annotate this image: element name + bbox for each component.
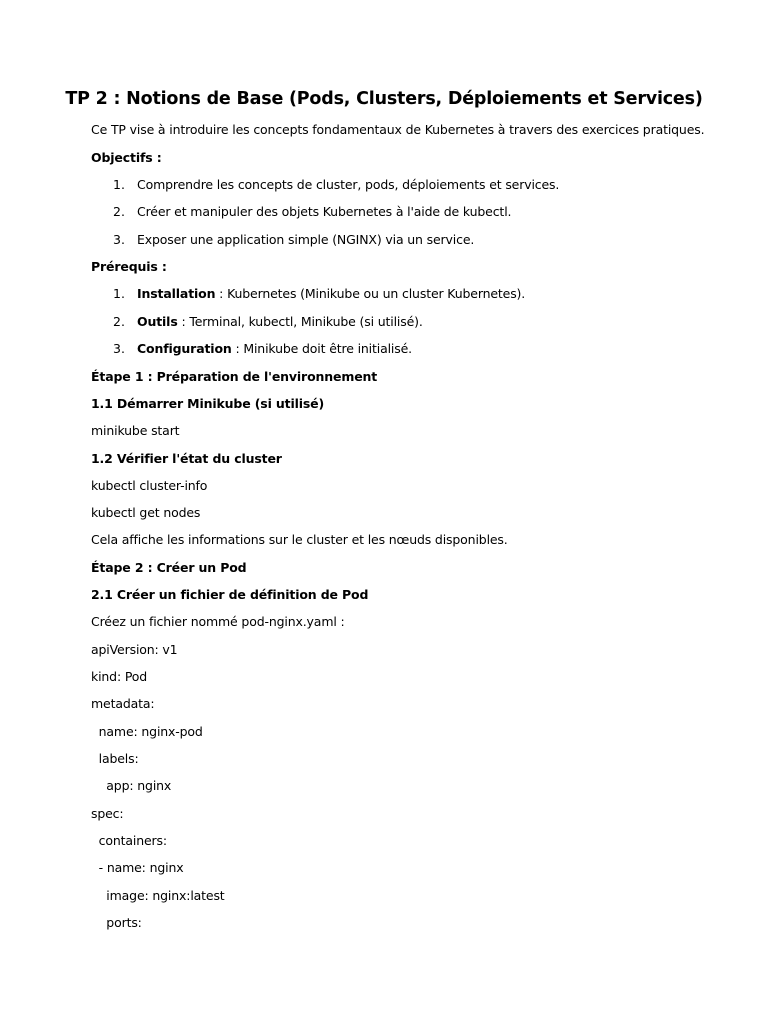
prerequis-number-3: 3. [113, 341, 125, 356]
objectif-number-2: 2. [113, 204, 125, 219]
objectif-item-2: Créer et manipuler des objets Kubernetes à l'aide de kubectl. [137, 204, 512, 219]
command-line: minikube start [91, 423, 180, 438]
command-line: kubectl cluster-info [91, 478, 208, 493]
prerequis-item-3 [137, 341, 412, 357]
prerequis-label: Outils [137, 314, 178, 329]
yaml-line: - name: nginx [91, 860, 184, 875]
yaml-line: app: nginx [91, 778, 172, 793]
etape2-heading: Étape 2 : Créer un Pod [91, 560, 247, 575]
yaml-line: containers: [91, 833, 167, 848]
yaml-line: ports: [91, 915, 142, 930]
yaml-line: metadata: [91, 696, 155, 711]
objectifs-heading: Objectifs : [91, 150, 162, 165]
yaml-line: labels: [91, 751, 139, 766]
yaml-line: spec: [91, 806, 124, 821]
prerequis-label: Configuration [137, 341, 232, 356]
prerequis-item-1 [137, 286, 525, 302]
prerequis-text: : Kubernetes (Minikube ou un cluster Kubernetes). [215, 286, 526, 301]
etape1-heading: Étape 1 : Préparation de l'environnement [91, 369, 378, 384]
prerequis-label: Installation [137, 286, 216, 301]
prerequis-text: : Terminal, kubectl, Minikube (si utilisé). [177, 314, 423, 329]
intro-paragraph: Ce TP vise à introduire les concepts fondamentaux de Kubernetes à travers des exercices pratiques. [91, 122, 705, 137]
section-2-1-heading: 2.1 Créer un fichier de définition de Pod [91, 587, 369, 602]
yaml-line: apiVersion: v1 [91, 642, 178, 657]
description-paragraph: Créez un fichier nommé pod-nginx.yaml : [91, 614, 345, 629]
objectif-item-1: Comprendre les concepts de cluster, pods, déploiements et services. [137, 177, 560, 192]
section-1-1-heading: 1.1 Démarrer Minikube (si utilisé) [91, 396, 325, 411]
prerequis-heading: Prérequis : [91, 259, 167, 274]
objectif-number-3: 3. [113, 232, 125, 247]
prerequis-number-1: 1. [113, 286, 125, 301]
yaml-line: kind: Pod [91, 669, 148, 684]
objectif-number-1: 1. [113, 177, 125, 192]
command-line: kubectl get nodes [91, 505, 201, 520]
prerequis-text: : Minikube doit être initialisé. [231, 341, 412, 356]
prerequis-item-2 [137, 314, 423, 330]
description-paragraph: Cela affiche les informations sur le cluster et les nœuds disponibles. [91, 532, 508, 547]
prerequis-number-2: 2. [113, 314, 125, 329]
yaml-line: name: nginx-pod [91, 724, 203, 739]
yaml-line: image: nginx:latest [91, 888, 225, 903]
section-1-2-heading: 1.2 Vérifier l'état du cluster [91, 451, 282, 466]
page-title: TP 2 : Notions de Base (Pods, Clusters, Déploiements et Services) [65, 89, 703, 109]
objectif-item-3: Exposer une application simple (NGINX) via un service. [137, 232, 475, 247]
